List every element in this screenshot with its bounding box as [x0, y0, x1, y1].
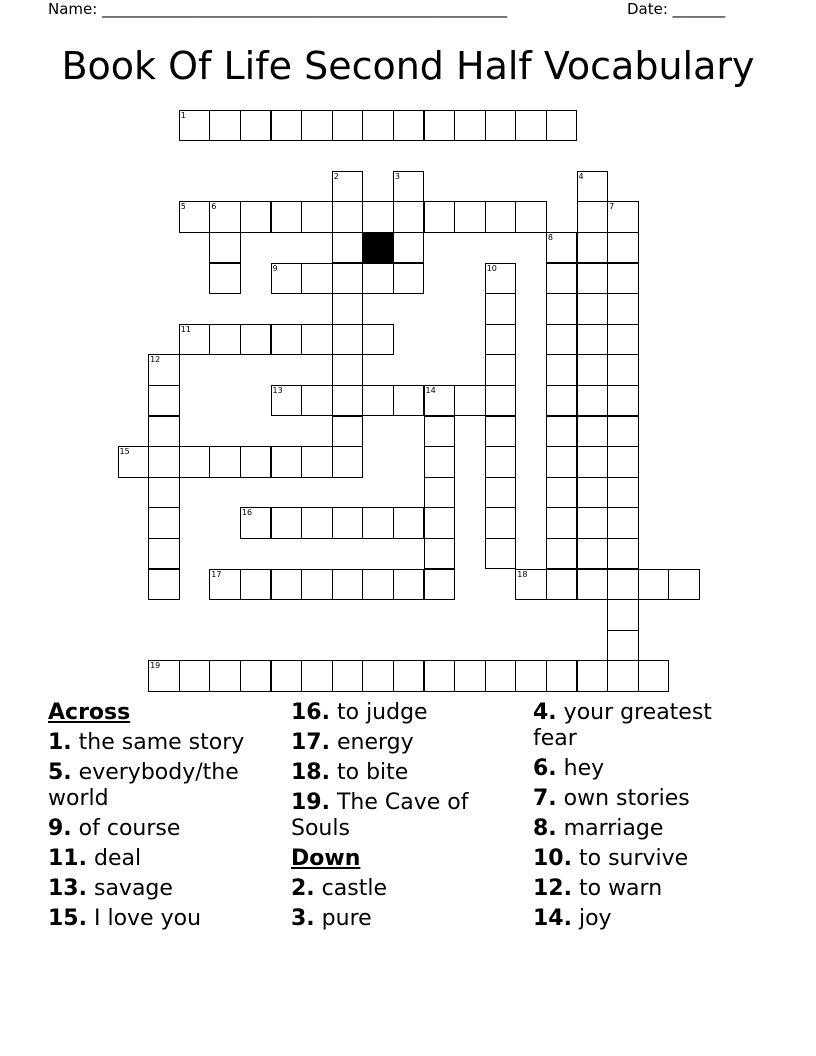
across-heading: Across	[48, 700, 131, 725]
grid-cell[interactable]	[362, 263, 394, 295]
grid-cell[interactable]	[393, 171, 425, 203]
grid-cell[interactable]	[332, 446, 364, 478]
cell-number: 6	[211, 202, 217, 212]
clue-text: castle	[321, 876, 387, 901]
grid-cell[interactable]	[393, 110, 425, 142]
grid-cell[interactable]	[577, 538, 609, 570]
clue-text: marriage	[563, 816, 664, 841]
clue-across-15	[48, 906, 288, 932]
clue-number: 2.	[291, 876, 315, 901]
grid-cell[interactable]	[332, 263, 364, 295]
grid-cell[interactable]	[485, 263, 517, 295]
down-heading: Down	[291, 846, 361, 871]
grid-cell[interactable]	[485, 201, 517, 233]
grid-cell[interactable]	[148, 385, 180, 417]
grid-cell[interactable]	[240, 110, 272, 142]
clue-number: 9.	[48, 816, 72, 841]
grid-cell[interactable]	[301, 660, 333, 692]
grid-cell[interactable]	[271, 507, 303, 539]
grid-cell[interactable]	[607, 477, 639, 509]
grid-cell[interactable]	[546, 538, 578, 570]
page-title: Book Of Life Second Half Vocabulary	[61, 44, 755, 88]
grid-cell[interactable]	[577, 660, 609, 692]
grid-cell[interactable]	[209, 446, 241, 478]
grid-cell[interactable]	[240, 446, 272, 478]
grid-cell[interactable]	[393, 201, 425, 233]
grid-cell[interactable]	[424, 201, 456, 233]
grid-cell[interactable]	[301, 263, 333, 295]
clue-number: 18.	[291, 760, 330, 785]
clue-across-11	[48, 846, 288, 872]
grid-cell[interactable]	[577, 569, 609, 601]
grid-cell[interactable]	[301, 110, 333, 142]
grid-cell[interactable]	[148, 507, 180, 539]
cell-number: 12	[150, 355, 161, 365]
grid-cell[interactable]	[332, 660, 364, 692]
clue-text: to judge	[336, 700, 428, 725]
grid-cell[interactable]	[424, 477, 456, 509]
grid-cell[interactable]	[577, 416, 609, 448]
grid-cell[interactable]	[607, 446, 639, 478]
clue-down-10	[533, 846, 748, 872]
grid-cell[interactable]	[271, 263, 303, 295]
grid-cell[interactable]	[301, 569, 333, 601]
grid-cell[interactable]	[240, 507, 272, 539]
grid-cell[interactable]	[393, 569, 425, 601]
grid-cell[interactable]	[577, 263, 609, 295]
grid-cell[interactable]	[240, 660, 272, 692]
grid-cell[interactable]	[332, 324, 364, 356]
grid-cell[interactable]	[362, 660, 394, 692]
clue-text: joy	[578, 906, 612, 931]
cell-number: 17	[211, 569, 222, 579]
clue-number: 16.	[291, 700, 330, 725]
clue-number: 1.	[48, 730, 72, 755]
grid-cell[interactable]	[577, 507, 609, 539]
grid-cell[interactable]	[546, 446, 578, 478]
grid-cell[interactable]	[148, 660, 180, 692]
clue-down-2	[291, 876, 531, 902]
grid-cell[interactable]	[485, 416, 517, 448]
clue-column-2	[291, 700, 531, 936]
grid-cell[interactable]	[240, 324, 272, 356]
grid-cell[interactable]	[271, 569, 303, 601]
grid-cell[interactable]	[393, 263, 425, 295]
grid-cell[interactable]	[546, 477, 578, 509]
cell-number: 15	[119, 447, 130, 457]
grid-cell[interactable]	[240, 569, 272, 601]
name-line: Name: ______________________________________________________	[48, 0, 508, 18]
clue-text: deal	[93, 846, 142, 871]
clue-column-1	[48, 700, 288, 936]
clue-text: the same story	[78, 730, 245, 755]
grid-cell[interactable]	[668, 569, 700, 601]
grid-cell[interactable]	[271, 660, 303, 692]
grid-cell[interactable]	[332, 507, 364, 539]
grid-cell[interactable]	[546, 110, 578, 142]
grid-cell[interactable]	[424, 416, 456, 448]
clue-down-3	[291, 906, 531, 932]
grid-cell[interactable]	[301, 324, 333, 356]
clue-text: I love you	[93, 906, 202, 931]
clue-number: 7.	[533, 786, 557, 811]
grid-cell[interactable]	[332, 110, 364, 142]
grid-cell[interactable]	[577, 477, 609, 509]
grid-cell[interactable]	[546, 354, 578, 386]
clue-text: The Cave of Souls	[291, 790, 469, 841]
grid-cell[interactable]	[607, 507, 639, 539]
grid-cell[interactable]	[332, 416, 364, 448]
grid-cell[interactable]	[148, 569, 180, 601]
grid-cell[interactable]	[577, 354, 609, 386]
grid-cell[interactable]	[485, 293, 517, 325]
grid-cell[interactable]	[362, 324, 394, 356]
grid-cell[interactable]	[301, 201, 333, 233]
grid-cell[interactable]	[607, 569, 639, 601]
clue-across-18	[291, 760, 531, 786]
clue-number: 6.	[533, 756, 557, 781]
grid-cell[interactable]	[485, 660, 517, 692]
grid-cell[interactable]	[301, 507, 333, 539]
grid-cell[interactable]	[209, 232, 241, 264]
grid-cell[interactable]	[546, 232, 578, 264]
grid-cell[interactable]	[332, 354, 364, 386]
grid-cell[interactable]	[424, 507, 456, 539]
clue-number: 14.	[533, 906, 572, 931]
grid-cell[interactable]	[424, 569, 456, 601]
grid-cell[interactable]	[179, 324, 211, 356]
grid-cell[interactable]	[454, 660, 486, 692]
grid-cell[interactable]	[301, 385, 333, 417]
clue-down-14	[533, 906, 748, 932]
clue-text: pure	[321, 906, 372, 931]
grid-cell[interactable]	[485, 385, 517, 417]
cell-number: 11	[180, 324, 191, 334]
grid-cell[interactable]	[607, 385, 639, 417]
grid-cell[interactable]	[332, 293, 364, 325]
cell-number: 10	[486, 263, 497, 273]
grid-cell[interactable]	[393, 660, 425, 692]
clue-number: 19.	[291, 790, 330, 815]
grid-cell[interactable]	[148, 354, 180, 386]
grid-cell[interactable]	[485, 538, 517, 570]
clue-across-19	[291, 790, 531, 842]
grid-cell[interactable]	[393, 507, 425, 539]
cell-number: 13	[272, 385, 283, 395]
grid-cell[interactable]	[607, 630, 639, 662]
cell-number: 19	[150, 661, 161, 671]
grid-cell[interactable]	[577, 446, 609, 478]
grid-cell[interactable]	[148, 538, 180, 570]
clue-text: everybody/the world	[48, 760, 239, 811]
grid-cell[interactable]	[148, 477, 180, 509]
cell-number: 18	[517, 569, 528, 579]
clue-text: of course	[78, 816, 181, 841]
grid-cell[interactable]	[607, 354, 639, 386]
grid-cell[interactable]	[424, 385, 456, 417]
clue-text: your greatest fear	[533, 700, 712, 751]
grid-cell[interactable]	[485, 446, 517, 478]
grid-cell[interactable]	[301, 446, 333, 478]
grid-cell[interactable]	[546, 569, 578, 601]
clue-across-9	[48, 816, 288, 842]
grid-cell[interactable]	[271, 201, 303, 233]
grid-cell[interactable]	[607, 293, 639, 325]
clue-number: 8.	[533, 816, 557, 841]
grid-black-cell	[362, 232, 394, 264]
clue-down-12	[533, 876, 748, 902]
grid-cell[interactable]	[607, 538, 639, 570]
cell-number: 16	[241, 508, 253, 518]
grid-cell[interactable]	[118, 446, 150, 478]
grid-cell[interactable]	[454, 110, 486, 142]
grid-cell[interactable]	[607, 324, 639, 356]
grid-cell[interactable]	[454, 385, 486, 417]
cell-number: 5	[180, 202, 186, 212]
grid-cell[interactable]	[515, 660, 547, 692]
grid-cell[interactable]	[209, 110, 241, 142]
grid-cell[interactable]	[515, 110, 547, 142]
grid-cell[interactable]	[424, 538, 456, 570]
cell-number: 3	[394, 171, 400, 181]
grid-cell[interactable]	[546, 660, 578, 692]
clue-text: to bite	[336, 760, 409, 785]
clue-number: 4.	[533, 700, 557, 725]
grid-cell[interactable]	[546, 293, 578, 325]
cell-number: 9	[272, 263, 278, 273]
grid-cell[interactable]	[179, 201, 211, 233]
grid-cell[interactable]	[179, 446, 211, 478]
grid-cell[interactable]	[179, 110, 211, 142]
grid-cell[interactable]	[546, 324, 578, 356]
grid-cell[interactable]	[577, 385, 609, 417]
clue-column-3	[533, 700, 748, 936]
grid-cell[interactable]	[332, 171, 364, 203]
grid-cell[interactable]	[209, 660, 241, 692]
grid-cell[interactable]	[362, 385, 394, 417]
grid-cell[interactable]	[332, 569, 364, 601]
grid-cell[interactable]	[577, 293, 609, 325]
clue-down-4	[533, 700, 748, 752]
clue-down-6	[533, 756, 748, 782]
cell-number: 8	[547, 232, 553, 242]
grid-cell[interactable]	[148, 416, 180, 448]
grid-cell[interactable]	[638, 660, 670, 692]
grid-cell[interactable]	[577, 201, 609, 233]
grid-cell[interactable]	[209, 263, 241, 295]
grid-cell[interactable]	[332, 201, 364, 233]
grid-cell[interactable]	[240, 201, 272, 233]
grid-cell[interactable]	[485, 507, 517, 539]
grid-cell[interactable]	[607, 232, 639, 264]
grid-cell[interactable]	[271, 446, 303, 478]
cell-number: 1	[180, 110, 186, 120]
grid-cell[interactable]	[515, 569, 547, 601]
grid-cell[interactable]	[209, 569, 241, 601]
grid-cell[interactable]	[393, 385, 425, 417]
clue-across-16	[291, 700, 531, 726]
clue-number: 12.	[533, 876, 572, 901]
grid-cell[interactable]	[454, 201, 486, 233]
clue-text: savage	[93, 876, 173, 901]
clue-number: 17.	[291, 730, 330, 755]
grid-cell[interactable]	[271, 110, 303, 142]
grid-cell[interactable]	[577, 171, 609, 203]
grid-cell[interactable]	[209, 201, 241, 233]
grid-cell[interactable]	[362, 569, 394, 601]
grid-cell[interactable]	[485, 477, 517, 509]
grid-cell[interactable]	[362, 201, 394, 233]
grid-cell[interactable]	[424, 660, 456, 692]
grid-cell[interactable]	[546, 507, 578, 539]
grid-cell[interactable]	[332, 385, 364, 417]
grid-cell[interactable]	[148, 446, 180, 478]
grid-cell[interactable]	[607, 201, 639, 233]
clue-number: 3.	[291, 906, 315, 931]
clue-text: own stories	[563, 786, 690, 811]
grid-cell[interactable]	[362, 110, 394, 142]
grid-cell[interactable]	[393, 232, 425, 264]
grid-cell[interactable]	[424, 446, 456, 478]
grid-cell[interactable]	[179, 660, 211, 692]
grid-cell[interactable]	[515, 201, 547, 233]
grid-cell[interactable]	[271, 385, 303, 417]
grid-cell[interactable]	[607, 599, 639, 631]
grid-cell[interactable]	[485, 354, 517, 386]
grid-cell[interactable]	[607, 416, 639, 448]
clue-across-17	[291, 730, 531, 756]
grid-cell[interactable]	[485, 324, 517, 356]
clue-number: 11.	[48, 846, 87, 871]
cell-number: 14	[425, 385, 436, 395]
clue-across-13	[48, 876, 288, 902]
grid-cell[interactable]	[271, 324, 303, 356]
cell-number: 2	[333, 171, 339, 181]
clue-number: 15.	[48, 906, 87, 931]
grid-cell[interactable]	[577, 232, 609, 264]
grid-cell[interactable]	[546, 416, 578, 448]
clue-number: 13.	[48, 876, 87, 901]
clue-text: hey	[563, 756, 605, 781]
grid-cell[interactable]	[362, 507, 394, 539]
clue-text: to survive	[578, 846, 689, 871]
clue-text: energy	[336, 730, 414, 755]
date-line: Date: _______	[627, 0, 726, 18]
grid-cell[interactable]	[638, 569, 670, 601]
grid-cell[interactable]	[607, 263, 639, 295]
cell-number: 4	[578, 171, 584, 181]
grid-cell[interactable]	[577, 324, 609, 356]
clue-number: 5.	[48, 760, 72, 785]
clue-number: 10.	[533, 846, 572, 871]
clue-across-1	[48, 730, 288, 756]
clue-text: to warn	[578, 876, 663, 901]
clue-across-5	[48, 760, 288, 812]
grid-cell[interactable]	[546, 385, 578, 417]
grid-cell[interactable]	[424, 110, 456, 142]
grid-cell[interactable]	[607, 660, 639, 692]
clue-down-7	[533, 786, 748, 812]
grid-cell[interactable]	[485, 110, 517, 142]
grid-cell[interactable]	[209, 324, 241, 356]
clue-down-8	[533, 816, 748, 842]
cell-number: 7	[609, 202, 615, 212]
grid-cell[interactable]	[332, 232, 364, 264]
grid-cell[interactable]	[546, 263, 578, 295]
